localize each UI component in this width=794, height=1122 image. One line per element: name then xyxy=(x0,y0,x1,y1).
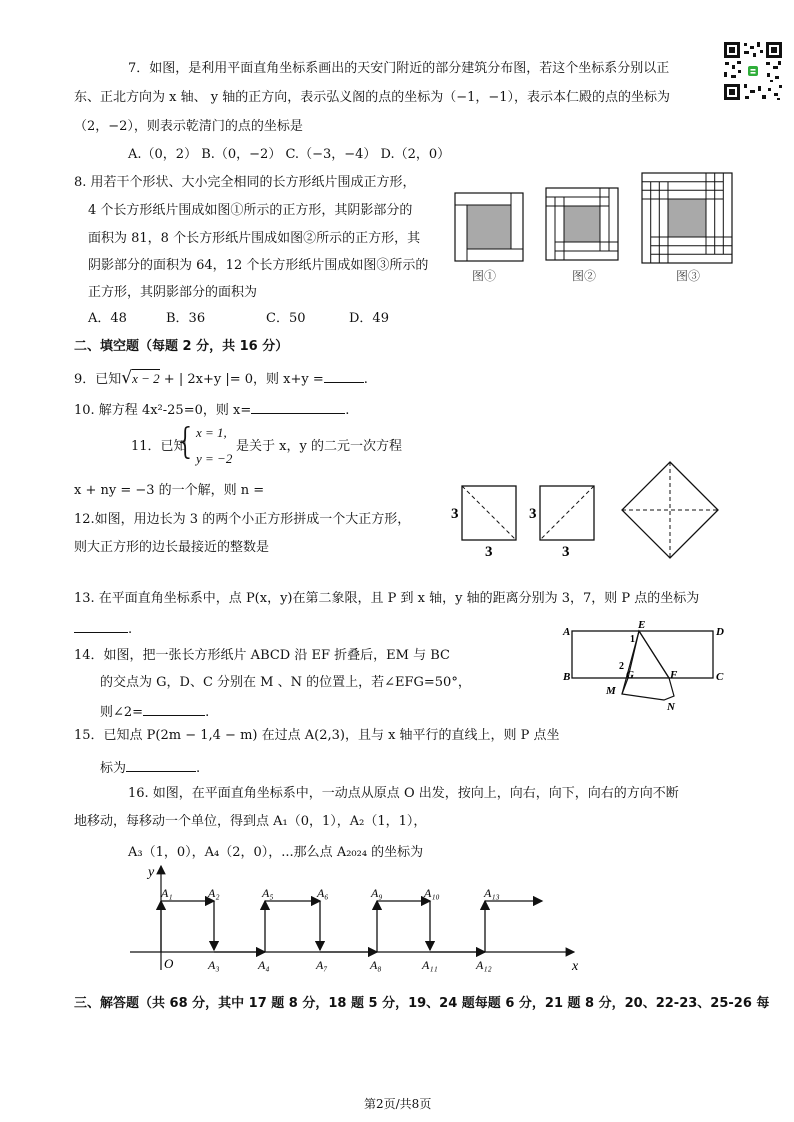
q16-label-A4: A₄ xyxy=(258,958,270,972)
q11-brace: { xyxy=(174,421,197,462)
q8-line5: 正方形，其阴影部分的面积为 xyxy=(88,285,258,300)
q8-fig2-caption: 图② xyxy=(572,269,597,283)
q16-label-A8: A₈ xyxy=(370,958,382,972)
q14-label-F: F xyxy=(670,669,678,681)
q13-answer-blank[interactable] xyxy=(74,620,128,633)
q9-radicand: x − 2 xyxy=(132,371,160,386)
q16-label-A13: A₁₃ xyxy=(484,886,500,900)
q8-fig3-caption: 图③ xyxy=(676,269,701,283)
q16-label-A10: A₁₀ xyxy=(424,886,440,900)
q16-axis-y-label: y xyxy=(148,865,155,880)
section2-title: 二、填空题（每题 2 分，共 16 分） xyxy=(74,339,289,354)
q11-eq2: y = −2 xyxy=(196,451,233,466)
q14-label-M: M xyxy=(606,685,616,697)
q14-end: . xyxy=(205,705,210,720)
q9-line xyxy=(74,370,368,387)
q10-end: . xyxy=(345,403,350,418)
q16-axis-x-label: x xyxy=(572,959,579,974)
q14-label-D: D xyxy=(716,626,724,638)
q12-line1: 12.如图，用边长为 3 的两个小正方形拼成一个大正方形， xyxy=(74,512,411,527)
q16-figure xyxy=(124,862,594,977)
q16-label-A9: A₉ xyxy=(371,886,383,900)
q16-line1: 16. 如图，在平面直角坐标系中，一动点从原点 O 出发，按向上，向右，向下，向右的方向不断 xyxy=(128,786,679,801)
q8-line3: 面积为 81，8 个长方形纸片围成如图②所示的正方形，其 xyxy=(88,231,421,246)
q14-line2: 的交点为 G，D、C 分别在 M 、N 的位置上，若∠EFG=50°， xyxy=(100,675,471,690)
q14-line3-text: 则∠2= xyxy=(100,705,144,720)
q9-prefix: 9．已知 xyxy=(74,372,122,387)
q10-line xyxy=(74,401,349,417)
q16-label-A12: A₁₂ xyxy=(476,958,492,972)
q14-angle-1: 1 xyxy=(630,634,635,645)
q14-line3 xyxy=(100,703,209,719)
qr-code-image xyxy=(722,40,784,102)
q14-label-N: N xyxy=(667,701,675,713)
q13-line2 xyxy=(74,620,132,636)
q12-label-bottom-2: 3 xyxy=(562,544,570,560)
q14-label-E: E xyxy=(638,619,646,631)
q16-line3: A₃（1，0），A₄（2，0），...那么点 A₂₀₂₄ 的坐标为 xyxy=(128,845,424,860)
q12-label-left-side-1: 3 xyxy=(451,506,459,522)
q8-figure-3 xyxy=(641,172,733,264)
q16-label-A11: A₁₁ xyxy=(422,958,438,972)
q8-option-d: D．49 xyxy=(349,311,389,326)
q13-line1: 13. 在平面直角坐标系中，点 P(x，y)在第二象限，且 P 到 x 轴，y 轴的距离分别为 3，7，则 P 点的坐标为 xyxy=(74,591,700,606)
q8-figure-2 xyxy=(545,187,619,261)
q9-sqrt-sign: √ xyxy=(121,368,133,388)
q8-figure-1 xyxy=(454,192,528,262)
q16-label-A2: A₂ xyxy=(208,886,220,900)
q16-label-A6: A₆ xyxy=(317,886,329,900)
q16-label-A1: A₁ xyxy=(161,886,173,900)
q8-line4: 阴影部分的面积为 64，12 个长方形纸片围成如图③所示的 xyxy=(88,258,429,273)
q9-middle: + | 2x+y |= 0，则 x+y = xyxy=(159,372,324,387)
q12-figure xyxy=(448,456,723,576)
q7-line1: 7．如图，是利用平面直角坐标系画出的天安门附近的部分建筑分布图，若这个坐标系分别以正 xyxy=(128,61,670,76)
q12-label-left-side-2: 3 xyxy=(529,506,537,522)
q7-line2: 东、正北方向为 x 轴、 y 轴的正方向，表示弘义阁的点的坐标为（−1，−1），表示本仁殿的点的坐标为 xyxy=(74,90,671,105)
q12-line2: 则大正方形的边长最接近的整数是 xyxy=(74,540,270,555)
q7-options: A.（0，2） B.（0，−2） C.（−3，−4） D.（2，0） xyxy=(128,147,451,162)
q14-label-G: G xyxy=(626,669,634,681)
q10-text: 10. 解方程 4x²-25=0，则 x= xyxy=(74,403,252,418)
q12-label-bottom-1: 3 xyxy=(485,544,493,560)
q15-line2 xyxy=(100,759,200,775)
q9-end: . xyxy=(363,372,368,387)
q7-line3: （2，−2），则表示乾清门的点的坐标是 xyxy=(74,119,303,134)
q8-option-c: C．50 xyxy=(266,311,306,326)
q8-line1: 8. 用若干个形状、大小完全相同的长方形纸片围成正方形， xyxy=(74,175,416,190)
q14-label-C: C xyxy=(716,671,724,683)
q16-line2: 地移动，每移动一个单位，得到点 A₁（0，1），A₂（1，1）， xyxy=(74,814,427,829)
q11-eq1: x = 1, xyxy=(196,425,227,440)
page-footer: 第2页/共8页 xyxy=(364,1097,432,1111)
q14-label-A: A xyxy=(563,626,571,638)
q16-label-A3: A₃ xyxy=(208,958,220,972)
q14-angle-2: 2 xyxy=(619,661,624,672)
q11-suffix: 是关于 x，y 的二元一次方程 xyxy=(236,439,402,454)
q8-option-a: A．48 xyxy=(88,311,127,326)
q8-line2: 4 个长方形纸片围成如图①所示的正方形，其阴影部分的 xyxy=(88,203,413,218)
q9-answer-blank[interactable] xyxy=(324,370,364,383)
q15-answer-blank[interactable] xyxy=(126,759,196,772)
q15-end: . xyxy=(196,761,201,776)
q8-option-b: B．36 xyxy=(166,311,206,326)
q14-label-B: B xyxy=(563,671,571,683)
q8-fig1-caption: 图① xyxy=(472,269,497,283)
q14-line1: 14．如图，把一张长方形纸片 ABCD 沿 EF 折叠后，EM 与 BC xyxy=(74,648,450,663)
section3-title: 三、解答题（共 68 分，其中 17 题 8 分，18 题 5 分，19、24 题每题 6 分，21 题 8 分，20、22-23、25-26 每 xyxy=(74,996,770,1011)
q13-end: . xyxy=(128,622,133,637)
q14-figure xyxy=(560,620,730,712)
q14-answer-blank[interactable] xyxy=(143,703,205,716)
q10-answer-blank[interactable] xyxy=(251,401,345,414)
q15-line2-text: 标为 xyxy=(100,761,127,776)
q11-prefix: 11．已知 xyxy=(131,439,187,454)
q11-line2: x + ny = −3 的一个解，则 n = xyxy=(74,483,265,498)
q16-label-A5: A₅ xyxy=(262,886,274,900)
q15-line1: 15．已知点 P(2m − 1,4 − m) 在过点 A(2,3)，且与 x 轴平行的直线上，则 P 点坐 xyxy=(74,728,560,743)
q16-origin-label: O xyxy=(164,956,174,971)
q16-label-A7: A₇ xyxy=(316,958,328,972)
